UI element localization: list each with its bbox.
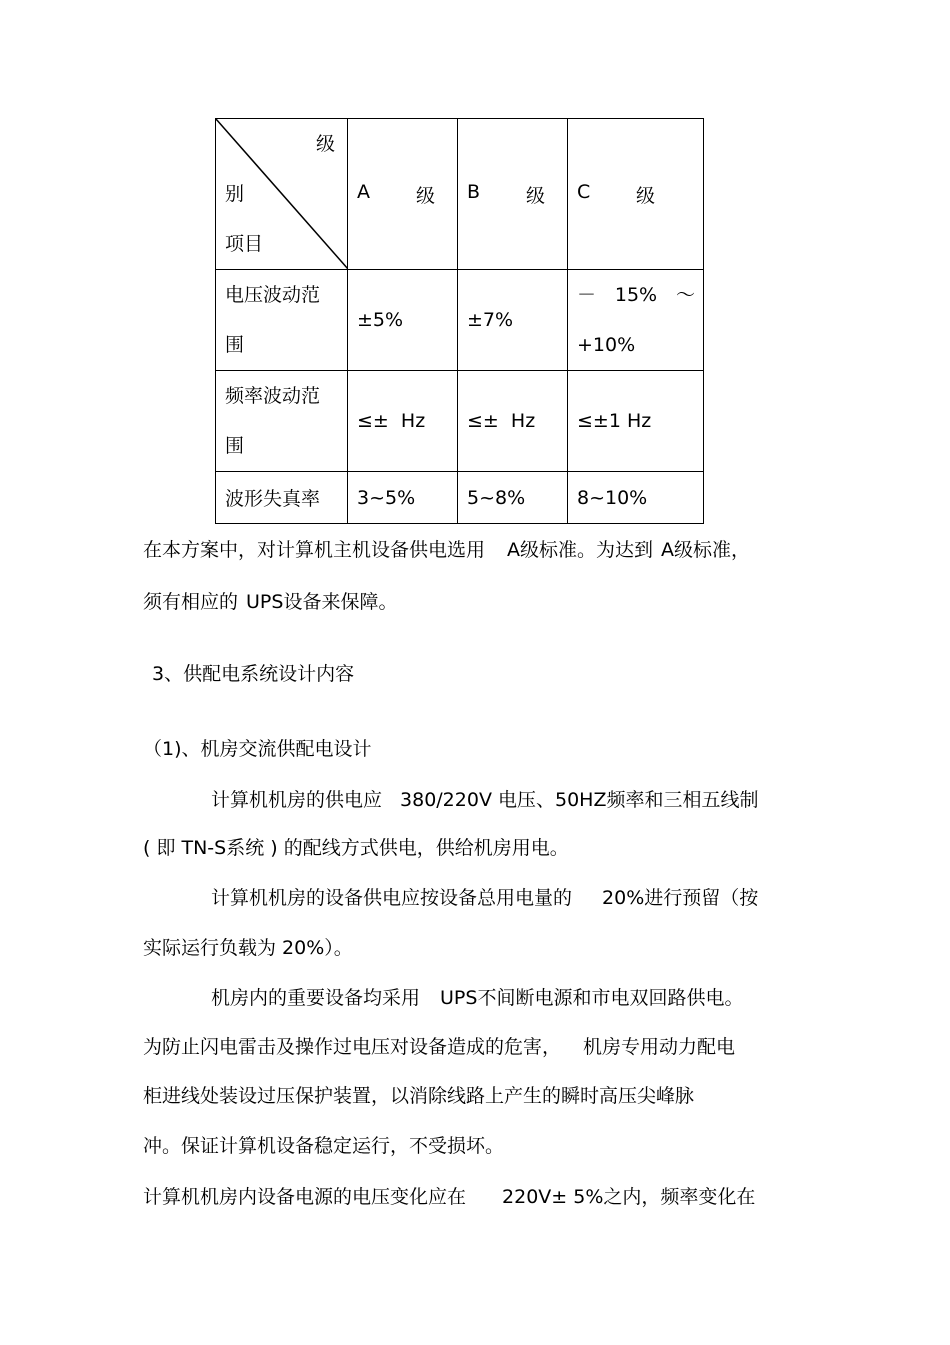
paragraph-line: 机房内的重要设备均采用 UPS不间断电源和市电双回路供电。 — [211, 987, 744, 1009]
cell-a-frequency: ≤± Hz — [348, 371, 458, 472]
paragraph-line: 计算机机房的设备供电应按设备总用电量的 20%进行预留（按 — [211, 887, 759, 909]
paragraph-line: 计算机机房内设备电源的电压变化应在 220V± 5%之内，频率变化在 — [143, 1186, 756, 1208]
paragraph-line: ( 即 TN-S系统 ) 的配线方式供电，供给机房用电。 — [143, 837, 569, 859]
header-item-label: 项目 — [225, 233, 264, 255]
cell-b-voltage: ±7% — [458, 270, 568, 371]
cell-a-distortion: 3~5% — [348, 472, 458, 524]
subsection-heading: （1)、机房交流供配电设计 — [143, 738, 372, 760]
paragraph-line: 实际运行负载为 20%）。 — [143, 937, 353, 959]
cell-a-voltage: ±5% — [348, 270, 458, 371]
item-frequency: 频率波动范 围 — [216, 371, 348, 472]
cell-c-distortion: 8~10% — [568, 472, 704, 524]
diagonal-header-cell — [216, 119, 348, 270]
header-grade-label-2: 别 — [225, 183, 245, 205]
power-grade-table — [215, 118, 704, 524]
table-header-row — [216, 119, 704, 270]
paragraph-line: 计算机机房的供电应 380/220V 电压、50HZ频率和三相五线制 — [211, 789, 759, 811]
cell-b-distortion: 5~8% — [458, 472, 568, 524]
grade-a-header: A 级 — [348, 119, 458, 270]
cell-b-frequency: ≤± Hz — [458, 371, 568, 472]
item-voltage: 电压波动范 围 — [216, 270, 348, 371]
item-distortion: 波形失真率 — [216, 472, 348, 524]
paragraph-line: 冲。保证计算机设备稳定运行，不受损坏。 — [143, 1135, 505, 1157]
grade-c-header: C 级 — [568, 119, 704, 270]
cell-c-voltage: － 15% ～ +10% — [568, 270, 704, 371]
table-row — [216, 270, 704, 371]
table-row — [216, 472, 704, 524]
paragraph-line: 在本方案中，对计算机主机设备供电选用 A级标准。为达到 A级标准， — [143, 539, 751, 561]
grade-b-header: B 级 — [458, 119, 568, 270]
table-row — [216, 371, 704, 472]
cell-c-frequency: ≤±1 Hz — [568, 371, 704, 472]
header-grade-label: 级 — [315, 133, 335, 155]
paragraph-line: 须有相应的 UPS设备来保障。 — [143, 591, 398, 613]
paragraph-line: 为防止闪电雷击及操作过电压对设备造成的危害， 机房专用动力配电 — [143, 1036, 736, 1058]
paragraph-line: 柜进线处装设过压保护装置，以消除线路上产生的瞬时高压尖峰脉 — [143, 1085, 695, 1107]
section-heading: 3、供配电系统设计内容 — [152, 663, 355, 685]
